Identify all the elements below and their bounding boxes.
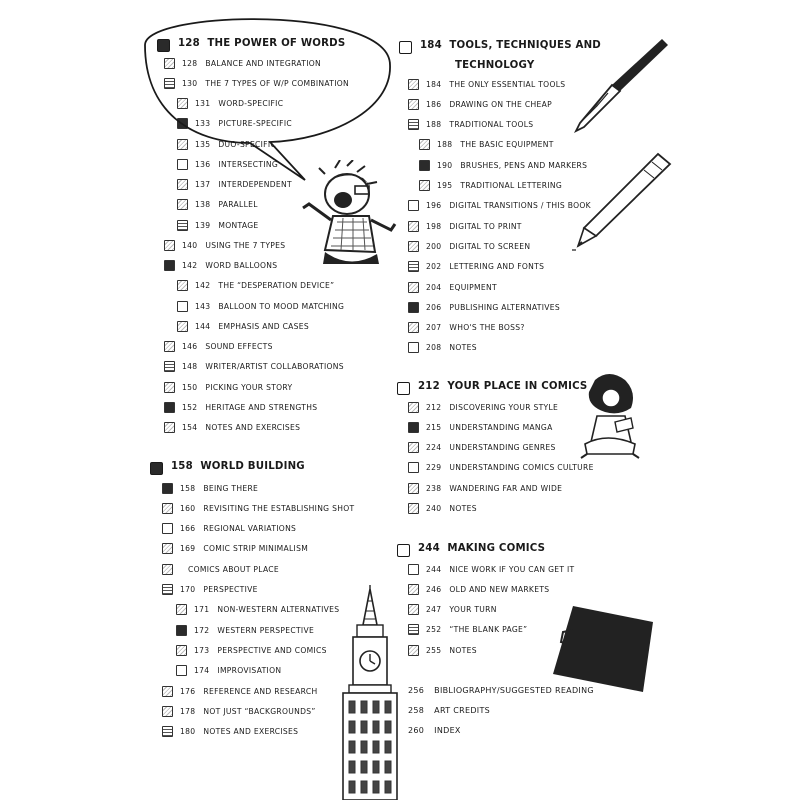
entry-title: COMICS ABOUT PLACE: [188, 564, 280, 574]
page-number: 238: [426, 483, 442, 493]
page-number: 178: [180, 706, 196, 716]
page-number: 150: [182, 382, 198, 392]
page-number: 135: [195, 139, 211, 149]
toc-entry-balloon-to-mood-matching[interactable]: [177, 298, 344, 314]
thumbnail-icon: [408, 442, 419, 453]
thumbnail-icon: [408, 282, 419, 293]
page-number: 206: [426, 302, 442, 312]
entry-title: YOUR TURN: [449, 605, 497, 615]
page-number: 260: [408, 726, 425, 736]
entry-title: “THE BLANK PAGE”: [449, 625, 528, 635]
toc-entry-sound-effects[interactable]: [164, 339, 273, 355]
entry-title: WORD BALLOONS: [205, 261, 278, 270]
entry-title: THE “DESPERATION DEVICE”: [218, 281, 335, 291]
page-number: 152: [182, 402, 198, 412]
page-number: 186: [426, 99, 442, 109]
entry-title: DIGITAL TO PRINT: [449, 221, 522, 231]
thumbnail-icon: [408, 422, 419, 433]
entry-title: HERITAGE AND STRENGTHS: [205, 402, 318, 412]
thumbnail-icon: [177, 159, 188, 170]
thumbnail-icon: [408, 119, 419, 130]
toc-entry-emphasis-and-cases[interactable]: [177, 318, 309, 334]
page-number: 158: [180, 483, 196, 493]
entry-title: IMPROVISATION: [217, 666, 282, 676]
pencil-illustration: [572, 150, 672, 260]
page-number: 204: [426, 282, 442, 292]
thumbnail-icon: [176, 604, 187, 615]
artist-at-desk-icon: [397, 382, 410, 395]
thumbnail-icon: [408, 645, 419, 656]
entry-title: PERSPECTIVE: [203, 585, 258, 594]
page-number: 142: [182, 261, 198, 270]
entry-title: REVISITING THE ESTABLISHING SHOT: [203, 503, 355, 513]
toc-entry-using-the-7-types[interactable]: [164, 237, 285, 253]
toc-entry-picture-specific[interactable]: [177, 116, 292, 132]
entry-title: OLD AND NEW MARKETS: [449, 584, 550, 594]
thumbnail-icon: [419, 139, 430, 150]
thumbnail-icon: [162, 726, 173, 737]
toc-entry-revisiting-the-establishing-shot[interactable]: [162, 500, 354, 516]
toc-entry-reference-and-research[interactable]: [162, 683, 317, 699]
page-number: 256: [408, 685, 425, 695]
entry-title: PICKING YOUR STORY: [205, 382, 293, 392]
thumbnail-icon: [408, 462, 419, 473]
page-number: 252: [426, 625, 442, 635]
toc-entry-who-s-the-boss[interactable]: [408, 320, 525, 336]
page-number: 224: [426, 443, 442, 453]
entry-title: THE BASIC EQUIPMENT: [460, 140, 554, 150]
section-heading-making-comics[interactable]: 244 MAKING COMICS: [397, 543, 545, 559]
page-number: 195: [437, 181, 453, 190]
thumbnail-icon: [164, 341, 175, 352]
entry-title: BIBLIOGRAPHY/SUGGESTED READING: [434, 685, 594, 695]
toc-entry-digital-to-print[interactable]: [408, 218, 522, 234]
entry-title: WANDERING FAR AND WIDE: [449, 483, 563, 493]
toc-entry-not-just-backgrounds[interactable]: [162, 703, 316, 719]
entry-title: EMPHASIS AND CASES: [218, 321, 310, 331]
toc-entry-perspective[interactable]: [162, 582, 258, 598]
back-matter-art-credits[interactable]: [408, 702, 490, 718]
toc-entry-notes[interactable]: [408, 642, 477, 658]
thumbnail-icon: [164, 382, 175, 393]
entry-title: REGIONAL VARIATIONS: [203, 524, 297, 534]
toc-entry-the-only-essential-tools[interactable]: [408, 76, 565, 92]
thumbnail-icon: [408, 342, 419, 353]
thumbnail-icon: [177, 321, 188, 332]
entry-title: WRITER/ARTIST COLLABORATIONS: [205, 362, 344, 372]
page-number: 255: [426, 645, 442, 655]
toc-entry-lettering-and-fonts[interactable]: [408, 259, 544, 275]
toc-entry-intersecting[interactable]: [177, 156, 278, 172]
thumbnail-icon: [408, 483, 419, 494]
thumbnail-icon: [408, 241, 419, 252]
page-number: 139: [195, 220, 211, 230]
entry-title: NOT JUST “BACKGROUNDS”: [203, 706, 316, 716]
toc-entry-notes-and-exercises[interactable]: [162, 724, 298, 740]
blank-slate-illustration: [545, 600, 665, 700]
thumbnail-icon: [164, 240, 175, 251]
toc-entry-being-there[interactable]: [162, 480, 258, 496]
entry-title: BRUSHES, PENS AND MARKERS: [460, 160, 588, 170]
page-number: 240: [426, 504, 442, 513]
toc-entry-the-basic-equipment[interactable]: [419, 137, 554, 153]
thumbnail-icon: [177, 280, 188, 291]
thumbnail-icon: [408, 99, 419, 110]
toc-entry-interdependent[interactable]: [177, 177, 292, 193]
entry-title: WHO'S THE BOSS?: [449, 323, 525, 333]
page-number: 169: [180, 544, 196, 554]
entry-title: SOUND EFFECTS: [205, 342, 273, 351]
entry-title: USING THE 7 TYPES: [205, 240, 286, 250]
page-number: 202: [426, 262, 442, 272]
section-heading-world-building[interactable]: 158 WORLD BUILDING: [150, 461, 305, 477]
page-number: 144: [195, 321, 211, 331]
entry-title: DRAWING ON THE CHEAP: [449, 99, 552, 109]
page-number: 173: [194, 645, 210, 655]
thumbnail-icon: [408, 604, 419, 615]
entry-title: DUO-SPECIFIC: [218, 139, 276, 149]
page-number: 171: [194, 605, 210, 615]
page-number: 190: [437, 160, 453, 170]
toc-entry-drawing-on-the-cheap[interactable]: [408, 96, 552, 112]
toc-entry-montage[interactable]: [177, 217, 259, 233]
thumbnail-icon: [419, 160, 430, 171]
section-heading-tools[interactable]: 184 TOOLS, TECHNIQUES AND TECHNOLOGY: [399, 40, 601, 76]
entry-title: INDEX: [434, 726, 461, 736]
entry-title: PICTURE-SPECIFIC: [218, 119, 292, 129]
toc-entry-digital-to-screen[interactable]: [408, 238, 530, 254]
entry-title: MONTAGE: [218, 220, 259, 230]
thumbnail-icon: [408, 302, 419, 313]
toc-entry-old-and-new-markets[interactable]: [408, 581, 549, 597]
dip-pen-illustration: [572, 35, 672, 135]
toc-entry-understanding-manga[interactable]: [408, 419, 553, 435]
entry-title: NOTES AND EXERCISES: [205, 423, 301, 432]
entry-title: WORD-SPECIFIC: [218, 99, 284, 108]
page-number: 180: [180, 727, 196, 737]
thumbnail-icon: [408, 624, 419, 635]
toc-entry-heritage-and-strengths[interactable]: [164, 399, 317, 415]
entry-title: BALANCE AND INTEGRATION: [205, 58, 321, 68]
thumbnail-icon: [177, 139, 188, 150]
thumbnail-icon: [177, 199, 188, 210]
entry-title: EQUIPMENT: [449, 282, 497, 292]
thumbnail-icon: [164, 402, 175, 413]
toc-entry-western-perspective[interactable]: [176, 622, 314, 638]
toc-entry-notes[interactable]: [408, 340, 477, 356]
thumbnail-icon: [408, 79, 419, 90]
thumbnail-icon: [176, 625, 187, 636]
toc-entry-duo-specific[interactable]: [177, 136, 276, 152]
speech-balloon-icon: [157, 39, 170, 52]
toc-entry-brushes-pens-and-markers[interactable]: [419, 157, 587, 173]
entry-title: NON-WESTERN ALTERNATIVES: [217, 605, 340, 615]
page-number: 170: [180, 585, 196, 594]
entry-title: NOTES AND EXERCISES: [203, 727, 299, 737]
page-number: 208: [426, 343, 442, 353]
section-heading-power-of-words[interactable]: 128 THE POWER OF WORDS: [157, 38, 345, 54]
page-number: 148: [182, 362, 198, 372]
entry-title: PERSPECTIVE AND COMICS: [217, 645, 327, 655]
thumbnail-icon: [177, 118, 188, 129]
page-number: 200: [426, 241, 442, 251]
thumbnail-icon: [162, 543, 173, 554]
entry-title: WESTERN PERSPECTIVE: [217, 625, 315, 635]
thumbnail-icon: [419, 180, 430, 191]
thumbnail-icon: [162, 483, 173, 494]
page-number: 130: [182, 78, 198, 88]
thumbnail-icon: [162, 564, 173, 575]
thumbnail-icon: [177, 220, 188, 231]
toc-entry-notes[interactable]: [408, 501, 477, 517]
clock-tower-illustration: [333, 585, 408, 800]
toc-entry-understanding-genres[interactable]: [408, 440, 556, 456]
screaming-cartoonist-illustration: [295, 160, 405, 270]
thumbnail-icon: [177, 301, 188, 312]
page-number: 244: [426, 564, 442, 574]
thumbnail-icon: [164, 361, 175, 372]
entry-title: TRADITIONAL TOOLS: [449, 120, 534, 130]
thumbnail-icon: [162, 706, 173, 717]
page-number: 184: [426, 79, 442, 89]
entry-title: NICE WORK IF YOU CAN GET IT: [449, 564, 575, 574]
entry-title: DISCOVERING YOUR STYLE: [449, 402, 559, 412]
entry-title: TRADITIONAL LETTERING: [460, 181, 563, 190]
toc-entry-improvisation[interactable]: [176, 663, 281, 679]
toc-entry-the-blank-page[interactable]: [408, 622, 527, 638]
entry-title: NOTES: [449, 343, 477, 353]
entry-title: COMIC STRIP MINIMALISM: [203, 544, 309, 554]
entry-title: LETTERING AND FONTS: [449, 262, 545, 272]
entry-title: DIGITAL TO SCREEN: [449, 241, 531, 251]
entry-title: BEING THERE: [203, 483, 259, 493]
page-number: 154: [182, 423, 198, 432]
entry-title: PARALLEL: [218, 200, 258, 210]
page-number: 188: [426, 120, 442, 130]
page-number: 247: [426, 605, 442, 615]
toc-entry-word-specific[interactable]: [177, 96, 283, 112]
thumbnail-icon: [162, 523, 173, 534]
thumbnail-icon: [408, 402, 419, 413]
page-number: 137: [195, 180, 211, 189]
cartoonist-icon: [397, 544, 410, 557]
page-number: 215: [426, 422, 442, 432]
toc-entry-wandering-far-and-wide[interactable]: [408, 480, 562, 496]
toc-entry-comics-about-place[interactable]: [162, 561, 279, 577]
toc-entry-writer-artist-collaborations[interactable]: [164, 359, 344, 375]
entry-title: NOTES: [449, 504, 477, 513]
crescent-moon-icon: [150, 462, 163, 475]
toc-entry-the-desperation-device[interactable]: [177, 278, 334, 294]
page-number: 128: [182, 58, 198, 68]
reading-girl-illustration: [575, 372, 645, 462]
toc-entry-picking-your-story[interactable]: [164, 379, 292, 395]
thumbnail-icon: [162, 503, 173, 514]
thumbnail-icon: [408, 200, 419, 211]
entry-title: THE 7 TYPES OF W/P COMBINATION: [205, 78, 350, 88]
page-number: 138: [195, 200, 211, 210]
toc-entry-your-turn[interactable]: [408, 602, 497, 618]
page-number: 166: [180, 524, 196, 534]
toc-entry-word-balloons[interactable]: [164, 258, 277, 274]
page-number: 142: [195, 281, 211, 291]
toc-entry-nice-work-if-you-can-get-it[interactable]: [408, 561, 575, 577]
toc-entry-notes-and-exercises[interactable]: [164, 420, 300, 436]
page-number: 172: [194, 625, 210, 635]
entry-title: REFERENCE AND RESEARCH: [203, 686, 318, 696]
thumbnail-icon: [162, 686, 173, 697]
thumbnail-icon: [408, 221, 419, 232]
page-number: 188: [437, 140, 453, 150]
entry-title: UNDERSTANDING GENRES: [449, 443, 556, 453]
thumbnail-icon: [408, 564, 419, 575]
entry-title: UNDERSTANDING COMICS CULTURE: [449, 463, 594, 473]
page-number: 146: [182, 342, 198, 351]
page-number: 143: [195, 301, 211, 311]
page-number: 246: [426, 584, 442, 594]
page-number: 131: [195, 99, 211, 108]
thumbnail-icon: [176, 645, 187, 656]
page-number: 136: [195, 159, 211, 169]
page-number: 229: [426, 463, 442, 473]
page-number: 258: [408, 705, 425, 715]
toc-entry-non-western-alternatives[interactable]: [176, 602, 339, 618]
page-number: 198: [426, 221, 442, 231]
ink-pen-icon: [399, 41, 412, 54]
page-number: 176: [180, 686, 196, 696]
toc-entry-regional-variations[interactable]: [162, 521, 296, 537]
toc-entry-balance-and-integration[interactable]: [164, 55, 321, 71]
toc-entry-understanding-comics-culture[interactable]: [408, 460, 594, 476]
thumbnail-icon: [164, 58, 175, 69]
thumbnail-icon: [164, 422, 175, 433]
thumbnail-icon: [408, 584, 419, 595]
section-heading-your-place[interactable]: 212 YOUR PLACE IN COMICS: [397, 381, 587, 397]
page-number: 160: [180, 503, 196, 513]
thumbnail-icon: [162, 584, 173, 595]
toc-entry-publishing-alternatives[interactable]: [408, 299, 560, 315]
toc-entry-comic-strip-minimalism[interactable]: [162, 541, 308, 557]
thumbnail-icon: [177, 98, 188, 109]
entry-title: UNDERSTANDING MANGA: [449, 422, 553, 432]
entry-title: ART CREDITS: [434, 705, 491, 715]
page-number: 140: [182, 240, 198, 250]
toc-entry-perspective-and-comics[interactable]: [176, 642, 327, 658]
toc-entry-parallel[interactable]: [177, 197, 258, 213]
page-number: 174: [194, 666, 210, 676]
thumbnail-icon: [408, 261, 419, 272]
toc-entry-traditional-lettering[interactable]: [419, 178, 562, 194]
toc-entry-equipment[interactable]: [408, 279, 497, 295]
toc-entry-digital-transitions-this-book[interactable]: [408, 198, 591, 214]
back-matter-index[interactable]: [408, 723, 461, 739]
thumbnail-icon: [408, 503, 419, 514]
entry-title: INTERSECTING: [218, 159, 279, 169]
entry-title: DIGITAL TRANSITIONS / THIS BOOK: [449, 201, 591, 211]
thumbnail-icon: [408, 322, 419, 333]
entry-title: THE ONLY ESSENTIAL TOOLS: [449, 79, 566, 89]
page-number: 212: [426, 402, 442, 412]
page-number: 196: [426, 201, 442, 211]
toc-entry-the-7-types-of-w-p-combination[interactable]: [164, 75, 349, 91]
toc-entry-traditional-tools[interactable]: [408, 117, 533, 133]
page-number: 133: [195, 119, 211, 129]
entry-title: BALLOON TO MOOD MATCHING: [218, 301, 345, 311]
thumbnail-icon: [164, 260, 175, 271]
toc-entry-discovering-your-style[interactable]: [408, 399, 558, 415]
thumbnail-icon: [177, 179, 188, 190]
page-number: 207: [426, 323, 442, 333]
entry-title: INTERDEPENDENT: [218, 180, 292, 189]
entry-title: NOTES: [449, 645, 477, 655]
thumbnail-icon: [176, 665, 187, 676]
thumbnail-icon: [164, 78, 175, 89]
entry-title: PUBLISHING ALTERNATIVES: [449, 302, 560, 312]
